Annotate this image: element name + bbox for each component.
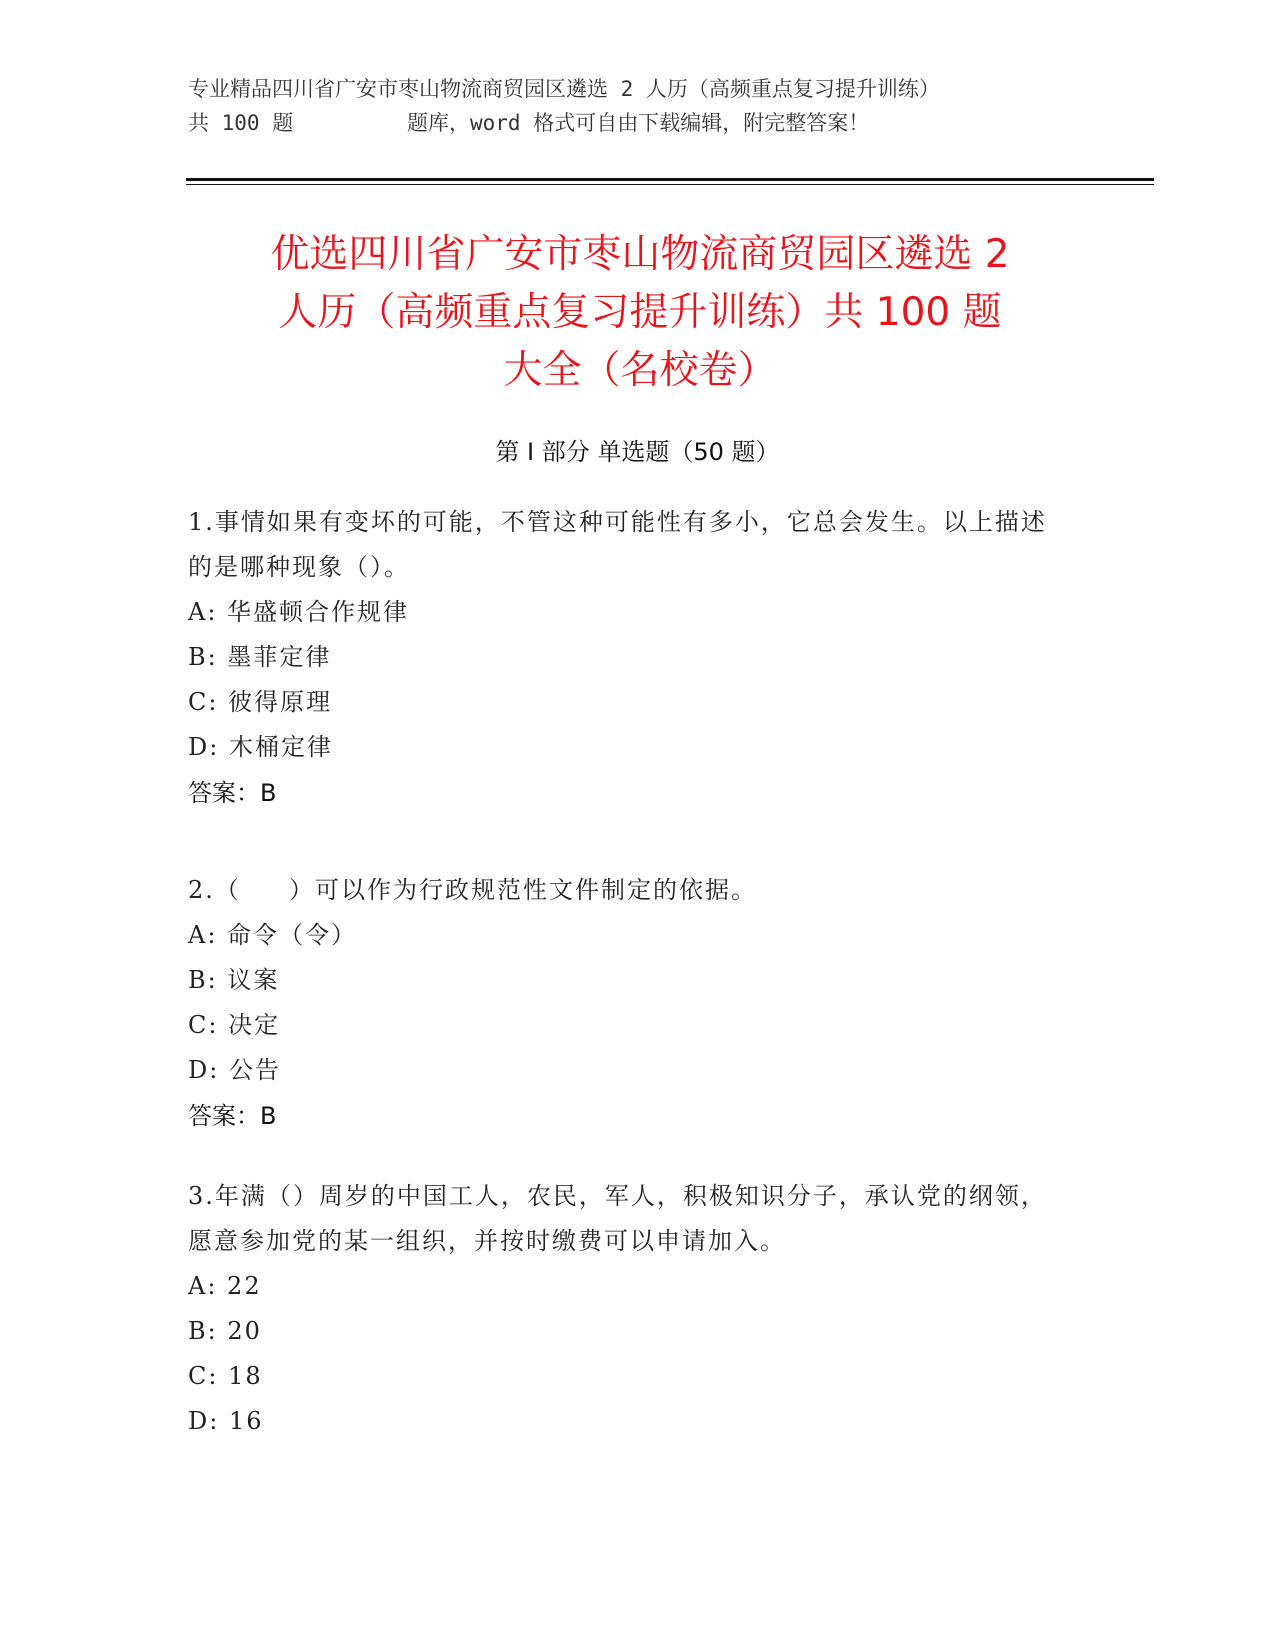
question-stem: 1.事情如果有变坏的可能，不管这种可能性有多小，它总会发生。以上描述的是哪种现象（）。	[188, 508, 1047, 581]
question-1	[188, 500, 1068, 816]
header-line-2: 共 100 题 题库，word 格式可自由下载编辑，附完整答案！	[188, 111, 870, 135]
header-line-1: 专业精品四川省广安市枣山物流商贸园区遴选 2 人历（高频重点复习提升训练）	[188, 77, 940, 101]
option-c: C: 18	[188, 1362, 263, 1390]
question-3	[188, 1174, 1068, 1444]
title-line-2: 人历（高频重点复习提升训练）共 100 题	[278, 290, 1002, 335]
question-stem: 2.（ ）可以作为行政规范性文件制定的依据。	[188, 876, 758, 904]
answer-label: 答案：B	[188, 779, 277, 807]
question-stem: 3.年满（）周岁的中国工人，农民，军人，积极知识分子，承认党的纲领，愿意参加党的某一组织，并按时缴费可以申请加入。	[188, 1182, 1047, 1255]
option-a: A: 22	[188, 1272, 262, 1300]
option-c: C: 决定	[188, 1011, 281, 1039]
option-b: B: 20	[188, 1317, 262, 1345]
title-line-3: 大全（名校卷）	[503, 348, 777, 393]
document-title	[160, 226, 1120, 400]
header-divider-thick	[186, 178, 1154, 181]
option-c: C: 彼得原理	[188, 688, 333, 716]
option-d: D: 公告	[188, 1056, 281, 1084]
option-d: D: 木桶定律	[188, 733, 333, 761]
option-a: A: 华盛顿合作规律	[188, 598, 410, 626]
option-a: A: 命令（令）	[188, 921, 358, 949]
title-line-1: 优选四川省广安市枣山物流商贸园区遴选 2	[270, 232, 1010, 277]
document-header	[188, 72, 1088, 140]
option-b: B: 议案	[188, 966, 280, 994]
option-d: D: 16	[188, 1407, 264, 1435]
question-2	[188, 868, 1068, 1139]
answer-label: 答案：B	[188, 1102, 277, 1130]
header-divider-thin	[186, 184, 1154, 185]
option-b: B: 墨菲定律	[188, 643, 332, 671]
section-heading: 第 I 部分 单选题（50 题）	[495, 438, 780, 466]
